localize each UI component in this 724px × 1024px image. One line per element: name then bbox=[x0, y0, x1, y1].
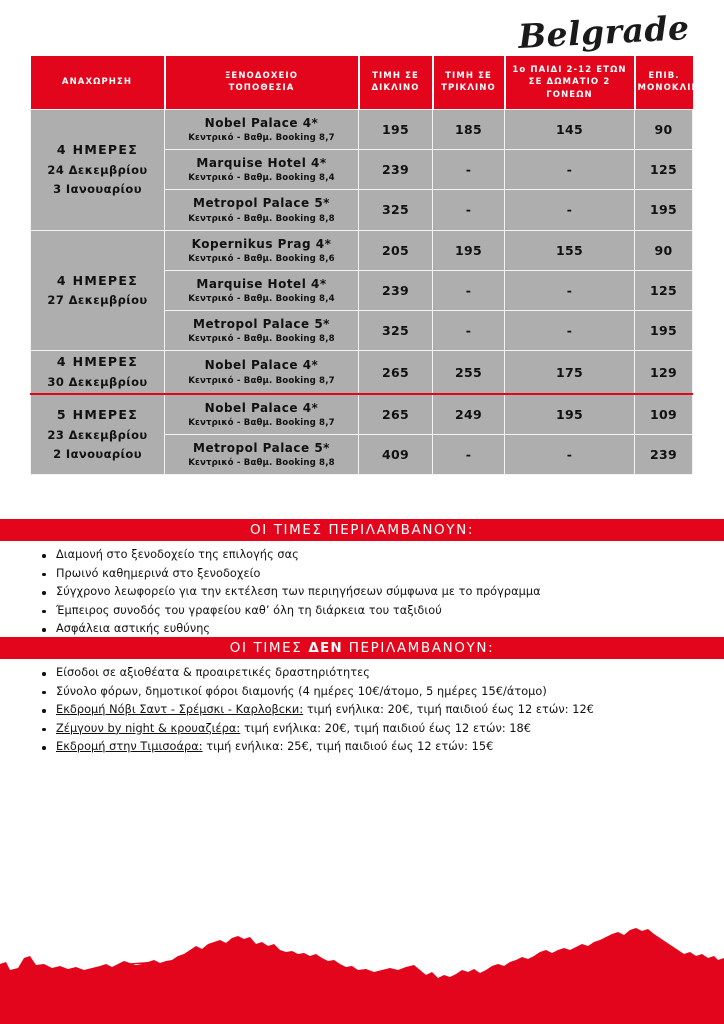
price-double-cell: 239 bbox=[359, 270, 433, 310]
departure-date-1: 24 Δεκεμβρίου bbox=[47, 163, 148, 178]
hotel-name: Kopernikus Prag 4* bbox=[191, 236, 332, 251]
list-item: Διαμονή στο ξενοδοχείο της επιλογής σας bbox=[56, 546, 690, 565]
list-item-text: τιμή ενήλικα: 25€, τιμή παιδιού έως 12 ετών: 15€ bbox=[202, 740, 494, 754]
list-item: Πρωινό καθημερινά στο ξενοδοχείο bbox=[56, 565, 690, 584]
price-triple-cell: - bbox=[433, 435, 505, 475]
hotel-location-rating: Κεντρικό - Βαθμ. Booking 8,8 bbox=[188, 213, 335, 224]
price-single-cell: 109 bbox=[635, 394, 693, 435]
col-header-single-line1: ΕΠΙΒ. bbox=[648, 71, 680, 82]
price-triple-cell: 195 bbox=[433, 230, 505, 270]
brand-title: Belgrade bbox=[516, 8, 690, 56]
hotel-name: Metropol Palace 5* bbox=[193, 196, 330, 211]
price-double-cell: 325 bbox=[359, 311, 433, 351]
col-header-single-line2: ΜΟΝΟΚΛΙΝΟ bbox=[637, 83, 709, 94]
price-double-cell: 409 bbox=[359, 435, 433, 475]
col-header-hotel-line2: ΤΟΠΟΘΕΣΙΑ bbox=[228, 83, 295, 94]
hotel-cell bbox=[165, 270, 359, 310]
price-child-cell: - bbox=[505, 270, 635, 310]
excluded-list bbox=[30, 664, 690, 757]
banner-prices-excluded bbox=[0, 637, 724, 659]
hotel-location-rating: Κεντρικό - Βαθμ. Booking 8,6 bbox=[188, 253, 335, 264]
col-header-child bbox=[505, 56, 635, 109]
col-header-departure bbox=[31, 56, 165, 109]
price-triple-cell: 185 bbox=[433, 109, 505, 149]
banner-prices-included: ΟΙ ΤΙΜΕΣ ΠΕΡΙΛΑΜΒΑΝΟΥΝ: bbox=[0, 519, 724, 541]
col-header-child-line2: ΣΕ ΔΩΜΑΤΙΟ 2 ΓΟΝΕΩΝ bbox=[528, 77, 611, 100]
departure-date-1: 27 Δεκεμβρίου bbox=[47, 293, 148, 308]
price-child-cell: 195 bbox=[505, 394, 635, 435]
price-single-cell: 195 bbox=[635, 190, 693, 230]
price-double-cell: 265 bbox=[359, 394, 433, 435]
hotel-cell bbox=[165, 150, 359, 190]
excursion-name: Εκδρομή Νόβι Σαντ - Σρέμσκι - Καρλοβски: bbox=[56, 703, 304, 717]
price-single-cell: 239 bbox=[635, 435, 693, 475]
col-header-double-line1: ΤΙΜΗ ΣΕ bbox=[372, 71, 419, 82]
price-child-cell: 175 bbox=[505, 351, 635, 394]
col-header-single bbox=[635, 56, 709, 109]
departure-cell bbox=[31, 230, 165, 351]
list-item bbox=[56, 664, 690, 683]
departure-cell bbox=[31, 351, 165, 394]
price-double-cell: 239 bbox=[359, 150, 433, 190]
hotel-location-rating: Κεντρικό - Βαθμ. Booking 8,7 bbox=[188, 418, 335, 429]
banner-excluded-after: ΠΕΡΙΛΑΜΒΑΝΟΥΝ: bbox=[342, 640, 495, 656]
list-item-text: Σύνολο φόρων, δημοτικοί φόροι διαμονής (4 ημέρες 10€/άτομο, 5 ημέρες 15€/άτομο) bbox=[56, 684, 547, 698]
table-header-row bbox=[31, 56, 693, 109]
price-child-cell: 155 bbox=[505, 230, 635, 270]
list-item: Ασφάλεια αστικής ευθύνης bbox=[56, 620, 690, 639]
price-single-cell: 195 bbox=[635, 311, 693, 351]
price-single-cell: 90 bbox=[635, 109, 693, 149]
price-double-cell: 325 bbox=[359, 190, 433, 230]
price-double-cell: 205 bbox=[359, 230, 433, 270]
list-item-text: Είσοδοι σε αξιοθέατα & προαιρετικές δραστηριότητες bbox=[56, 666, 370, 679]
departure-cell bbox=[31, 109, 165, 230]
hotel-cell bbox=[165, 109, 359, 149]
included-list bbox=[30, 546, 690, 639]
list-item-text: τιμή ενήλικα: 20€, τιμή παιδιού έως 12 ετών: 18€ bbox=[240, 721, 532, 735]
price-child-cell: - bbox=[505, 150, 635, 190]
price-table bbox=[30, 56, 709, 475]
col-header-departure-label: ΑΝΑΧΩΡΗΣΗ bbox=[61, 77, 133, 88]
col-header-hotel bbox=[165, 56, 359, 109]
price-child-cell: 145 bbox=[505, 109, 635, 149]
list-item bbox=[56, 701, 690, 720]
hotel-name: Nobel Palace 4* bbox=[204, 358, 319, 373]
departure-date-1: 23 Δεκεμβρίου bbox=[47, 427, 148, 442]
banner-excluded-emphasis: ΔΕΝ bbox=[308, 640, 343, 656]
col-header-triple-line1: ΤΙΜΗ ΣΕ bbox=[445, 71, 492, 82]
hotel-cell bbox=[165, 435, 359, 475]
list-item-text: τιμή ενήλικα: 20€, τιμή παιδιού έως 12 ετών: 12€ bbox=[303, 703, 594, 717]
list-item bbox=[56, 720, 690, 739]
departure-date-1: 30 Δεκεμβρίου bbox=[47, 374, 148, 389]
hotel-name: Nobel Palace 4* bbox=[204, 400, 319, 415]
departure-days: 4 ΗΜΕΡΕΣ bbox=[56, 142, 139, 158]
excursion-name: Εκδρομή στην Τιμισοάρα: bbox=[56, 740, 203, 754]
price-child-cell: - bbox=[505, 435, 635, 475]
price-single-cell: 125 bbox=[635, 270, 693, 310]
price-double-cell: 265 bbox=[359, 351, 433, 394]
price-single-cell: 125 bbox=[635, 150, 693, 190]
list-item: Σύγχρονο λεωφορείο για την εκτέλεση των περιηγήσεων σύμφωνα με το πρόγραμμα bbox=[56, 583, 690, 602]
hotel-location-rating: Κεντρικό - Βαθμ. Booking 8,4 bbox=[188, 173, 335, 184]
table-body bbox=[31, 109, 693, 474]
price-triple-cell: 249 bbox=[433, 394, 505, 435]
hotel-name: Marquise Hotel 4* bbox=[196, 156, 327, 171]
torn-edge-decoration bbox=[0, 920, 724, 1024]
departure-days: 5 ΗΜΕΡΕΣ bbox=[56, 407, 139, 423]
hotel-location-rating: Κεντρικό - Βαθμ. Booking 8,7 bbox=[188, 375, 335, 386]
departure-date-2: 3 Ιανουαρίου bbox=[53, 182, 142, 197]
col-header-hotel-line1: ΞΕΝΟΔΟΧΕΙΟ bbox=[224, 71, 299, 82]
hotel-name: Nobel Palace 4* bbox=[204, 115, 319, 130]
table-row bbox=[31, 351, 693, 394]
price-triple-cell: - bbox=[433, 190, 505, 230]
hotel-name: Metropol Palace 5* bbox=[193, 441, 330, 456]
hotel-cell bbox=[165, 311, 359, 351]
price-child-cell: - bbox=[505, 311, 635, 351]
price-triple-cell: 255 bbox=[433, 351, 505, 394]
hotel-name: Metropol Palace 5* bbox=[193, 317, 330, 332]
hotel-name: Marquise Hotel 4* bbox=[196, 276, 327, 291]
hotel-location-rating: Κεντρικό - Βαθμ. Booking 8,4 bbox=[188, 294, 335, 304]
departure-days: 4 ΗΜΕΡΕΣ bbox=[56, 354, 139, 370]
list-item bbox=[56, 683, 690, 702]
col-header-triple bbox=[433, 56, 505, 109]
list-item bbox=[56, 738, 690, 757]
hotel-cell bbox=[165, 190, 359, 230]
table-header bbox=[31, 56, 709, 109]
hotel-cell bbox=[165, 394, 359, 435]
hotel-location-rating: Κεντρικό - Βαθμ. Booking 8,8 bbox=[188, 334, 335, 345]
price-single-cell: 129 bbox=[635, 351, 693, 394]
price-double-cell: 195 bbox=[359, 109, 433, 149]
price-triple-cell: - bbox=[433, 150, 505, 190]
departure-days: 4 ΗΜΕΡΕΣ bbox=[56, 272, 139, 288]
table-row bbox=[31, 394, 693, 435]
price-single-cell: 90 bbox=[635, 230, 693, 270]
hotel-cell bbox=[165, 351, 359, 394]
col-header-child-line1: 1ο ΠΑΙΔΙ 2-12 ΕΤΩΝ bbox=[512, 65, 627, 75]
hotel-location-rating: Κεντρικό - Βαθμ. Booking 8,7 bbox=[188, 133, 335, 144]
price-triple-cell: - bbox=[433, 270, 505, 310]
price-child-cell: - bbox=[505, 190, 635, 230]
col-header-double-line2: ΔΙΚΛΙΝΟ bbox=[371, 83, 420, 94]
price-triple-cell: - bbox=[433, 311, 505, 351]
banner-excluded-before: ΟΙ ΤΙΜΕΣ bbox=[229, 640, 309, 656]
departure-date-2: 2 Ιανουαρίου bbox=[53, 446, 142, 461]
col-header-triple-line2: ΤΡΙΚΛΙΝΟ bbox=[441, 83, 496, 94]
list-item: Έμπειρος συνοδός του γραφείου καθ’ όλη τη διάρκεια του ταξιδιού bbox=[56, 602, 690, 621]
excursion-name: Ζέμγουν by night & κρουαζιέρα: bbox=[56, 721, 241, 735]
hotel-cell bbox=[165, 230, 359, 270]
hotel-location-rating: Κεντρικό - Βαθμ. Booking 8,8 bbox=[188, 458, 335, 469]
col-header-double bbox=[359, 56, 433, 109]
table-row bbox=[31, 109, 693, 149]
table-row bbox=[31, 230, 693, 270]
departure-cell bbox=[31, 394, 165, 475]
